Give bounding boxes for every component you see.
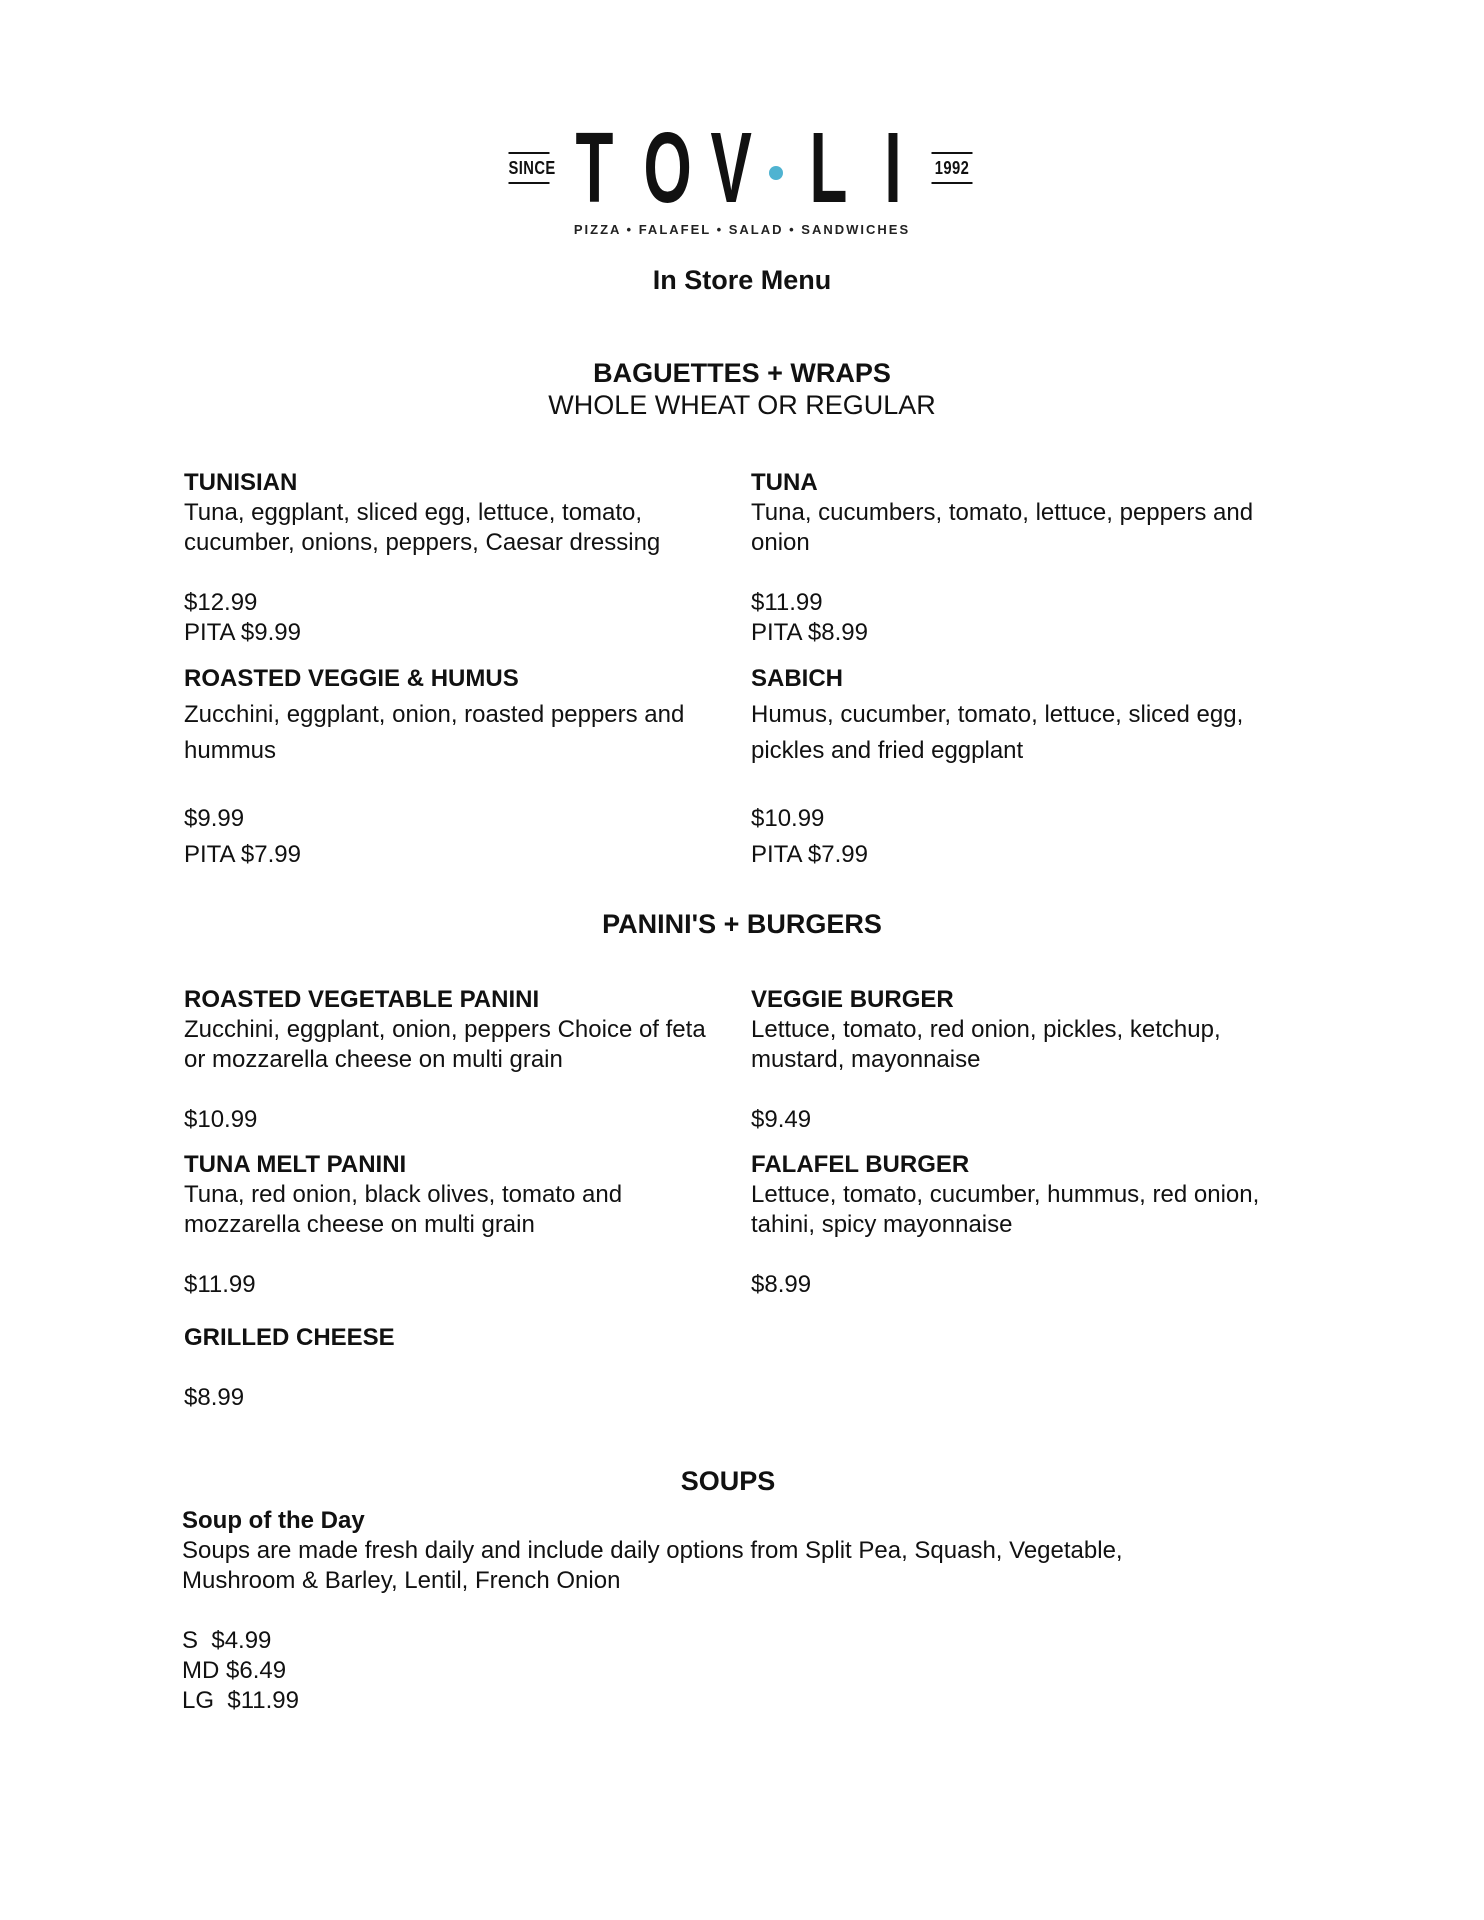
- menu-item: [184, 468, 724, 648]
- item-name: Soup of the Day: [182, 1507, 365, 1534]
- item-description: Lettuce, tomato, red onion, pickles, ketchup, mustard, mayonnaise: [751, 1016, 1221, 1073]
- item-description: Zucchini, eggplant, onion, roasted peppers and hummus: [184, 701, 685, 764]
- item-price: $8.99: [751, 1271, 812, 1298]
- item-pita-price: PITA $9.99: [184, 619, 301, 646]
- item-price: $11.99: [184, 1271, 256, 1298]
- tovli-logo: [0, 112, 1484, 244]
- logo-letter: T: [575, 112, 614, 224]
- item-description: Humus, cucumber, tomato, lettuce, sliced egg, pickles and fried eggplant: [751, 701, 1244, 764]
- item-pita-price: PITA $8.99: [751, 619, 868, 646]
- item-pita-price: PITA $7.99: [751, 841, 868, 868]
- menu-title: In Store Menu: [652, 265, 832, 295]
- logo-wordmark: [566, 112, 918, 224]
- section-heading-baguettes: BAGUETTES + WRAPS: [593, 358, 891, 388]
- logo-dot-icon: [769, 166, 783, 180]
- item-name: ROASTED VEGETABLE PANINI: [184, 986, 540, 1013]
- item-name: FALAFEL BURGER: [751, 1151, 970, 1178]
- menu-item: [751, 661, 1291, 873]
- logo-letter: I: [884, 112, 902, 224]
- logo-year: 1992: [932, 152, 973, 184]
- soup-item: [182, 1506, 1282, 1716]
- logo-letter: L: [809, 112, 848, 224]
- soup-size-large: LG $11.99: [182, 1687, 299, 1714]
- item-description: Soups are made fresh daily and include daily options from Split Pea, Squash, Vegetable, Mushroom & Barley, Lentil, French Onion: [182, 1537, 1123, 1594]
- item-price: $9.49: [751, 1106, 812, 1133]
- menu-item: [184, 1150, 724, 1300]
- item-description: Tuna, eggplant, sliced egg, lettuce, tomato, cucumber, onions, peppers, Caesar dressing: [184, 499, 661, 556]
- item-name: TUNA: [751, 469, 818, 496]
- soup-size-small: S $4.99: [182, 1627, 272, 1654]
- logo-letter: V: [710, 112, 753, 224]
- item-description: Tuna, red onion, black olives, tomato and mozzarella cheese on multi grain: [184, 1181, 623, 1238]
- item-price: $10.99: [184, 1106, 258, 1133]
- logo-letter: O: [643, 112, 692, 224]
- section-subheading-baguettes: WHOLE WHEAT OR REGULAR: [548, 390, 936, 420]
- item-name: TUNISIAN: [184, 469, 298, 496]
- item-name: VEGGIE BURGER: [751, 986, 954, 1013]
- item-name: TUNA MELT PANINI: [184, 1151, 407, 1178]
- item-price: $10.99: [751, 805, 825, 832]
- menu-item: [184, 985, 724, 1135]
- menu-item: [751, 985, 1291, 1135]
- menu-item: [184, 661, 724, 873]
- logo-since: SINCE: [509, 152, 550, 184]
- section-heading-soups: SOUPS: [680, 1466, 776, 1496]
- item-name: ROASTED VEGGIE & HUMUS: [184, 665, 519, 692]
- section-heading-panini: PANINI'S + BURGERS: [602, 909, 882, 939]
- menu-item: [184, 1323, 724, 1413]
- item-price: $11.99: [751, 589, 823, 616]
- menu-item: [751, 1150, 1291, 1300]
- item-price: $12.99: [184, 589, 258, 616]
- item-name: GRILLED CHEESE: [184, 1324, 395, 1351]
- menu-item: [751, 468, 1291, 648]
- item-description: Zucchini, eggplant, onion, peppers Choice of feta or mozzarella cheese on multi grain: [184, 1016, 706, 1073]
- item-price: $9.99: [184, 805, 245, 832]
- item-description: Lettuce, tomato, cucumber, hummus, red onion, tahini, spicy mayonnaise: [751, 1181, 1260, 1238]
- logo-tagline: PIZZA • FALAFEL • SALAD • SANDWICHES: [573, 222, 911, 237]
- item-pita-price: PITA $7.99: [184, 841, 301, 868]
- item-name: SABICH: [751, 665, 844, 692]
- item-description: Tuna, cucumbers, tomato, lettuce, peppers and onion: [751, 499, 1254, 556]
- item-price: $8.99: [184, 1384, 245, 1411]
- soup-size-medium: MD $6.49: [182, 1657, 287, 1684]
